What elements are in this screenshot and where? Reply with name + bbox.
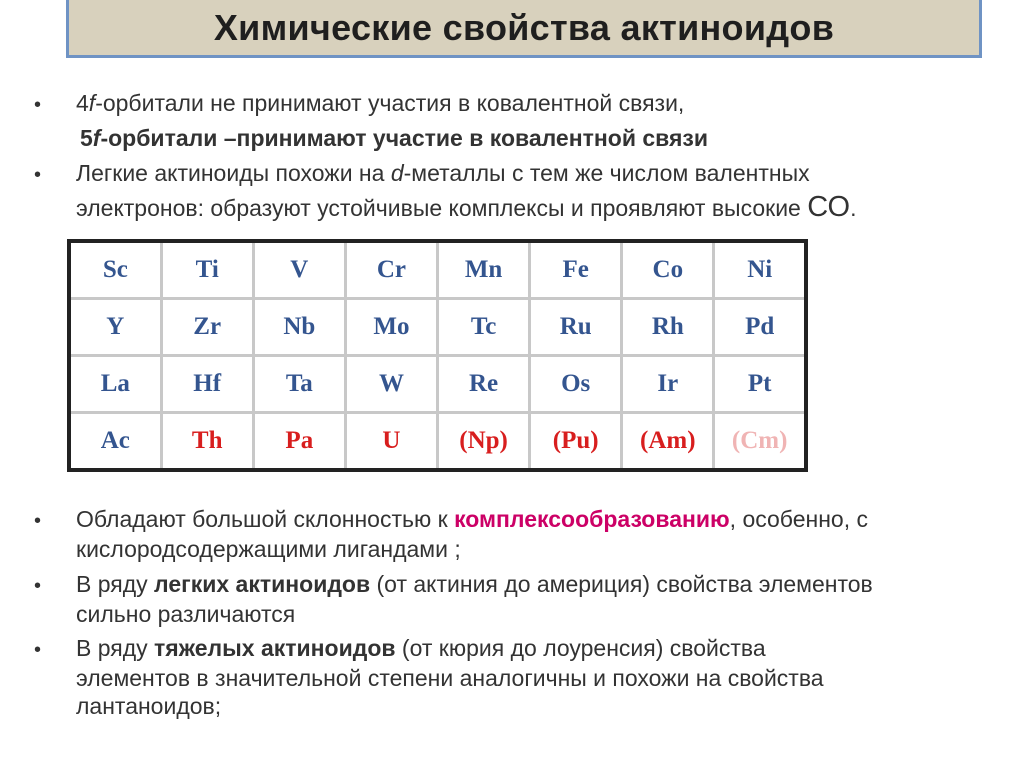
bullet-marker: • <box>34 575 42 597</box>
element-cell: (Cm) <box>714 412 806 470</box>
bullet-1-line-2: 5f-орбитали –принимают участие в ковалентной связи <box>80 125 708 151</box>
element-cell: (Am) <box>622 412 714 470</box>
element-cell: (Np) <box>438 412 530 470</box>
element-cell: Tc <box>438 299 530 356</box>
element-cell: Ni <box>714 241 806 299</box>
element-cell: Mn <box>438 241 530 299</box>
element-cell: La <box>69 355 161 412</box>
element-cell: Os <box>530 355 622 412</box>
element-cell: Hf <box>161 355 253 412</box>
bullet-4-line-1: В ряду легких актиноидов (от актиния до америция) свойства элементов <box>76 571 873 597</box>
bullet-2-line-2: электронов: образуют устойчивые комплексы и проявляют высокие СО. <box>76 191 857 223</box>
element-cell: V <box>253 241 345 299</box>
d-metals-table <box>67 239 808 472</box>
element-cell: Ti <box>161 241 253 299</box>
table-row <box>69 355 806 412</box>
title-box <box>66 0 982 58</box>
bullet-1-line-1: 4f-орбитали не принимают участия в ковалентной связи, <box>76 90 685 116</box>
bullet-5-line-2: элементов в значительной степени аналогичны и похожи на свойства <box>76 665 824 691</box>
element-cell: Co <box>622 241 714 299</box>
element-cell: Zr <box>161 299 253 356</box>
bullet-marker: • <box>34 510 42 532</box>
element-cell: Th <box>161 412 253 470</box>
table-row <box>69 241 806 299</box>
bullet-marker: • <box>34 639 42 661</box>
element-cell: Sc <box>69 241 161 299</box>
bullet-5-line-1: В ряду тяжелых актиноидов (от кюрия до лоуренсия) свойства <box>76 635 766 661</box>
element-cell: Cr <box>345 241 437 299</box>
element-cell: W <box>345 355 437 412</box>
bullet-2-line-1: Легкие актиноиды похожи на d-металлы с тем же числом валентных <box>76 160 810 186</box>
element-cell: Ta <box>253 355 345 412</box>
bullet-marker: • <box>34 94 42 116</box>
element-cell: Nb <box>253 299 345 356</box>
element-cell: Mo <box>345 299 437 356</box>
highlight-complexation: комплексообразованию <box>454 506 730 532</box>
element-cell: Pd <box>714 299 806 356</box>
bullet-marker: • <box>34 164 42 186</box>
element-cell: Fe <box>530 241 622 299</box>
table-row <box>69 299 806 356</box>
bullet-5-line-3: лантаноидов; <box>76 693 222 719</box>
element-cell: Pt <box>714 355 806 412</box>
bullet-3-line-2: кислородсодержащими лигандами ; <box>76 536 461 562</box>
element-cell: Y <box>69 299 161 356</box>
element-cell: U <box>345 412 437 470</box>
bullet-4-line-2: сильно различаются <box>76 601 296 627</box>
slide-title: Химические свойства актиноидов <box>213 6 835 48</box>
element-cell: (Pu) <box>530 412 622 470</box>
element-cell: Rh <box>622 299 714 356</box>
table-row <box>69 412 806 470</box>
element-cell: Pa <box>253 412 345 470</box>
element-cell: Ru <box>530 299 622 356</box>
element-cell: Ac <box>69 412 161 470</box>
element-cell: Ir <box>622 355 714 412</box>
element-cell: Re <box>438 355 530 412</box>
bullet-3-line-1: Обладают большой склонностью к комплексообразованию, особенно, с <box>76 506 868 532</box>
